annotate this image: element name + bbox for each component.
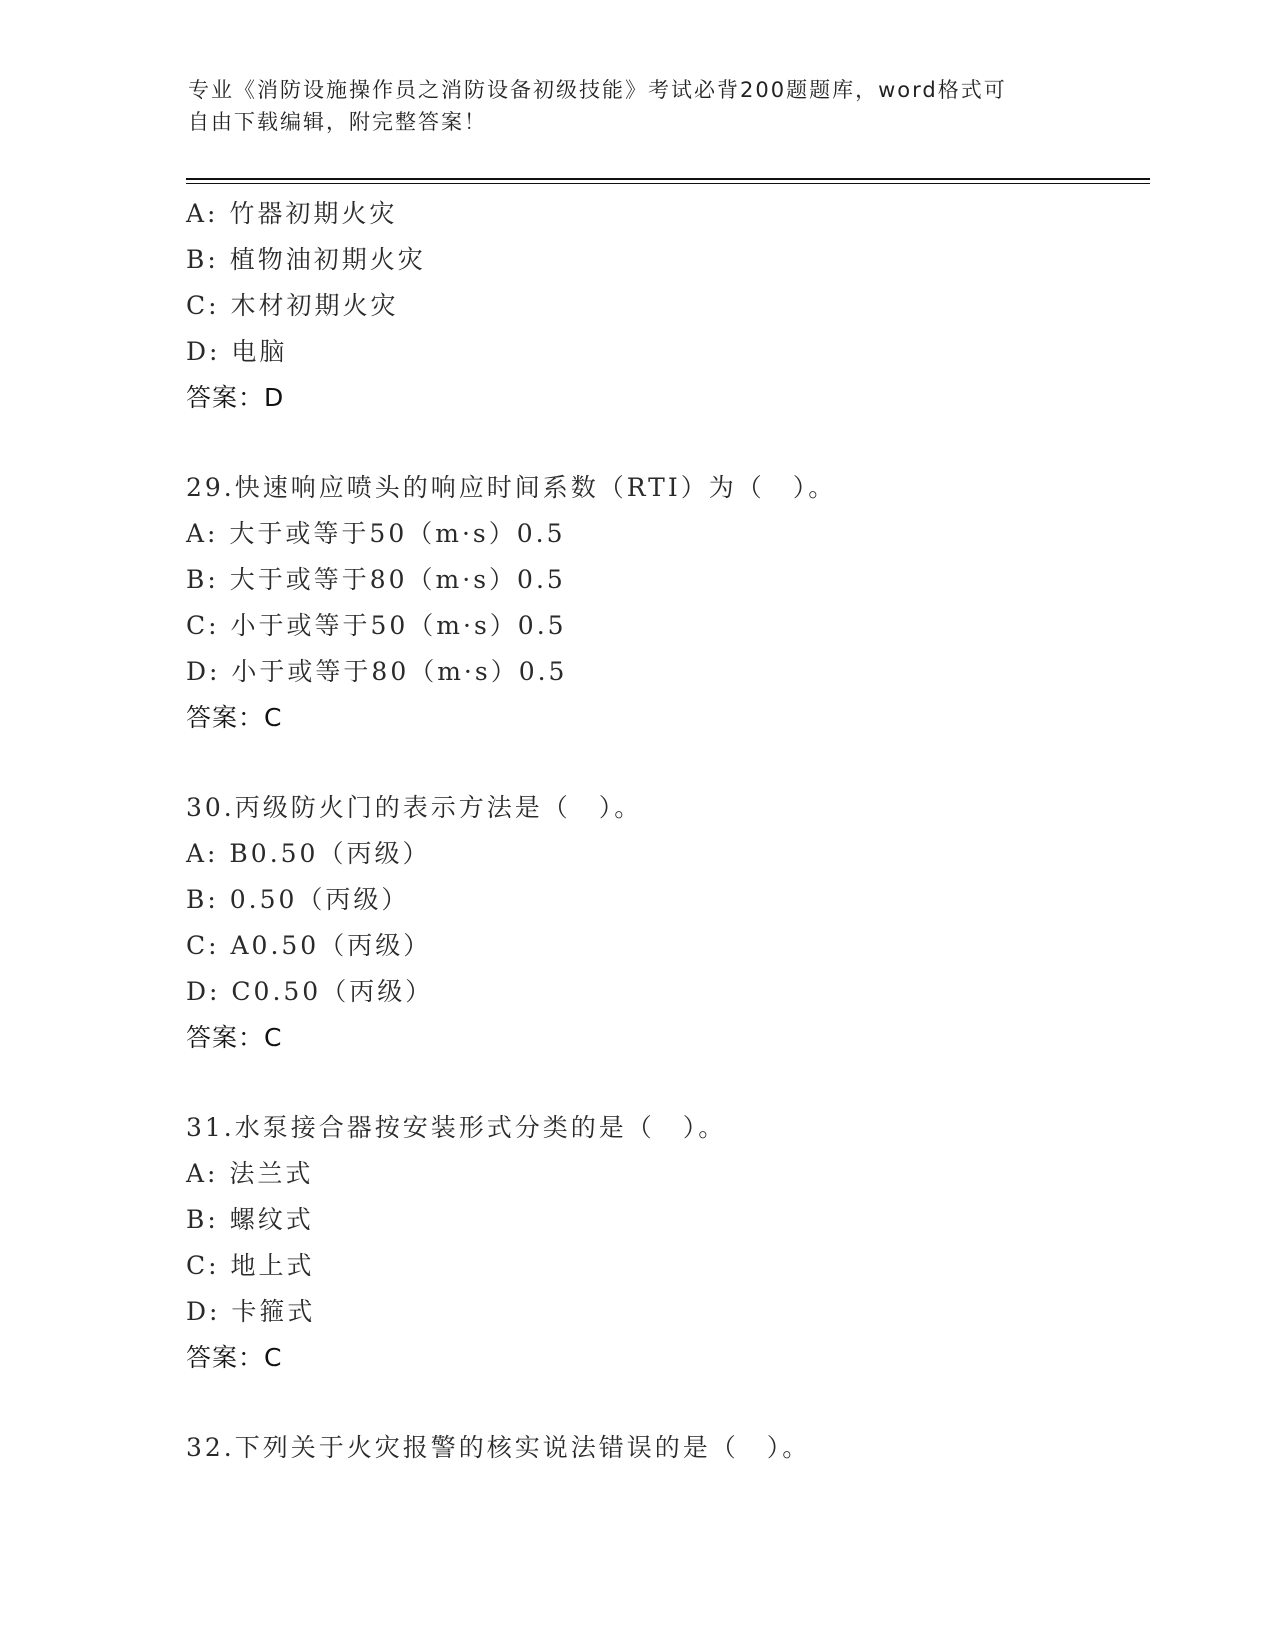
question-31-block <box>186 1105 1136 1381</box>
option-c: C: 木材初期火灾 <box>186 291 399 320</box>
option-b: B: 大于或等于80（m·s）0.5 <box>186 565 566 594</box>
option-a: A: 大于或等于50（m·s）0.5 <box>186 519 566 548</box>
option-a: A: B0.50（丙级） <box>186 839 431 868</box>
document-header <box>188 74 1088 138</box>
option-c: C: 地上式 <box>186 1251 315 1280</box>
question-32-block <box>186 1425 1136 1471</box>
header-divider-thin <box>186 183 1150 184</box>
question-text: 31.水泵接合器按安装形式分类的是（ ）。 <box>186 1113 727 1142</box>
spacer <box>186 421 1136 465</box>
question-text: 32.下列关于火灾报警的核实说法错误的是（ ）。 <box>186 1433 811 1462</box>
option-b: B: 螺纹式 <box>186 1205 314 1234</box>
option-a: A: 竹器初期火灾 <box>186 199 398 228</box>
question-text: 29.快速响应喷头的响应时间系数（RTI）为（ ）。 <box>186 473 837 502</box>
option-b: B: 植物油初期火灾 <box>186 245 426 274</box>
answer: 答案：C <box>186 1023 283 1052</box>
option-d: D: 小于或等于80（m·s）0.5 <box>186 657 568 686</box>
answer: 答案：D <box>186 383 285 412</box>
option-a: A: 法兰式 <box>186 1159 314 1188</box>
option-b: B: 0.50（丙级） <box>186 885 410 914</box>
header-line-2: 自由下载编辑，附完整答案！ <box>188 110 487 134</box>
spacer <box>186 1381 1136 1425</box>
option-c: C: A0.50（丙级） <box>186 931 432 960</box>
header-divider-thick <box>186 178 1150 180</box>
answer: 答案：C <box>186 1343 283 1372</box>
question-text: 30.丙级防火门的表示方法是（ ）。 <box>186 793 643 822</box>
answer: 答案：C <box>186 703 283 732</box>
header-line-1: 专业《消防设施操作员之消防设备初级技能》考试必背200题题库，word格式可 <box>188 78 1007 102</box>
question-28-block <box>186 191 1136 421</box>
option-c: C: 小于或等于50（m·s）0.5 <box>186 611 567 640</box>
question-list <box>186 191 1136 1471</box>
question-29-block <box>186 465 1136 741</box>
option-d: D: 电脑 <box>186 337 288 366</box>
spacer <box>186 1061 1136 1105</box>
question-30-block <box>186 785 1136 1061</box>
spacer <box>186 741 1136 785</box>
option-d: D: C0.50（丙级） <box>186 977 434 1006</box>
option-d: D: 卡箍式 <box>186 1297 316 1326</box>
